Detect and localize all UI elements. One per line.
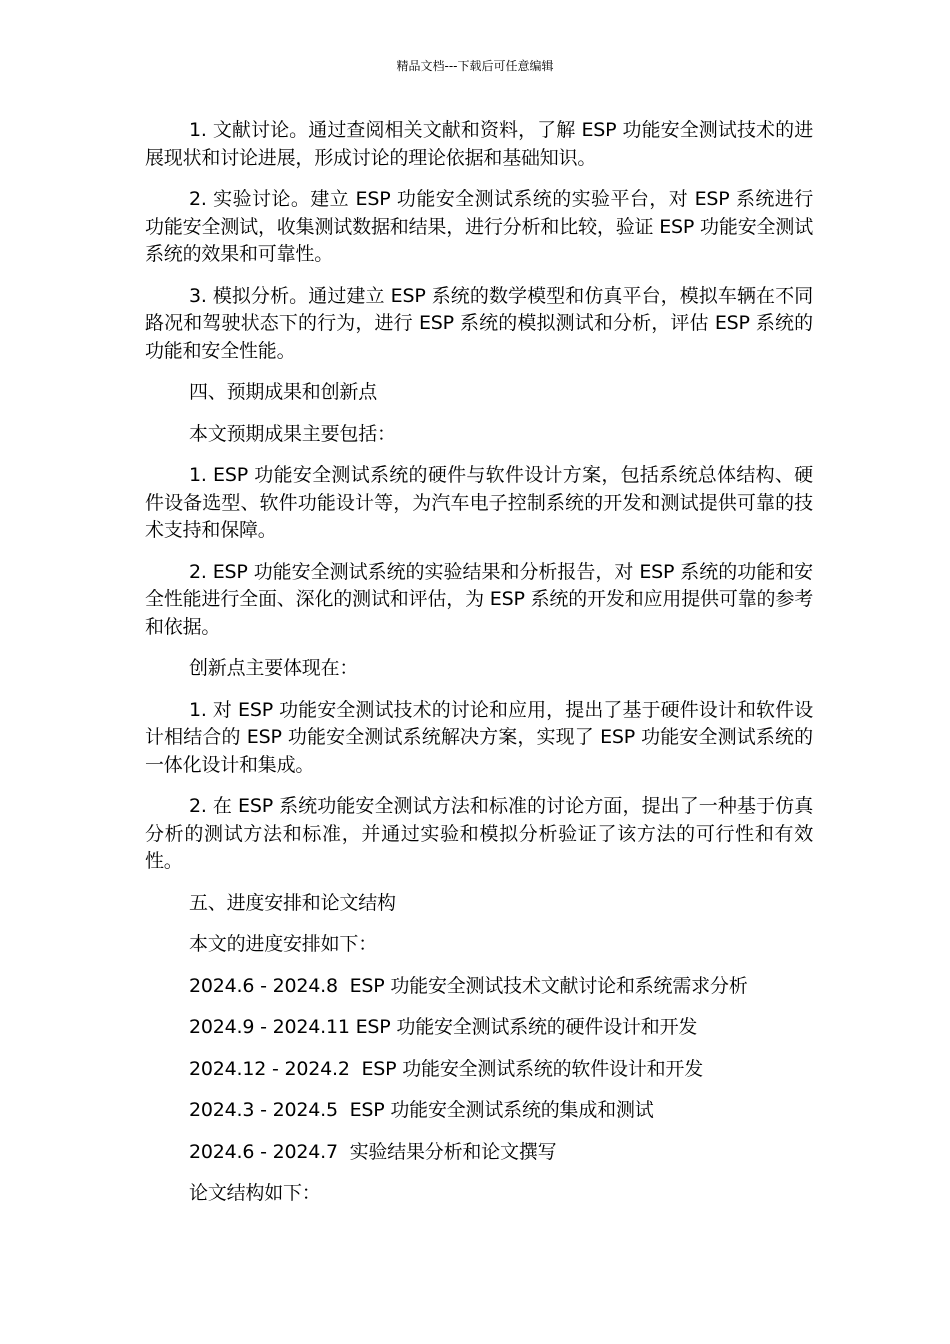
paragraph-schedule-intro: 本文的进度安排如下： <box>189 933 378 955</box>
paragraph-innovation-intro: 创新点主要体现在： <box>189 657 359 679</box>
paragraph-result-2: 2. ESP 功能安全测试系统的实验结果和分析报告，对 ESP 系统的功能和安全性能进行全面、深化的测试和评估，为 ESP 系统的开发和应用提供可靠的参考和依据。 <box>145 560 813 638</box>
paragraph-result-1: 1. ESP 功能安全测试系统的硬件与软件设计方案，包括系统总体结构、硬件设备选型、软件功能设计等，为汽车电子控制系统的开发和测试提供可靠的技术支持和保障。 <box>145 464 813 541</box>
paragraph-innovation-1: 1. 对 ESP 功能安全测试技术的讨论和应用，提出了基于硬件设计和软件设计相结合的 ESP 功能安全测试系统解决方案，实现了 ESP 功能安全测试系统的一体化设计和集成。 <box>145 698 813 776</box>
schedule-item: 2024.3 - 2024.5 ESP 功能安全测试系统的集成和测试 <box>189 1099 654 1121</box>
schedule-item: 2024.9 - 2024.11 ESP 功能安全测试系统的硬件设计和开发 <box>189 1016 698 1038</box>
section-heading-expected-results: 四、预期成果和创新点 <box>189 381 378 403</box>
schedule-item: 2024.12 - 2024.2 ESP 功能安全测试系统的软件设计和开发 <box>189 1057 704 1080</box>
paragraph-experimental-research: 2. 实验讨论。建立 ESP 功能安全测试系统的实验平台，对 ESP 系统进行功能安全测试，收集测试数据和结果，进行分析和比较，验证 ESP 功能安全测试系统的效果和可靠性。 <box>145 188 813 265</box>
document-body <box>145 117 813 1222</box>
paragraph-literature-research: 1. 文献讨论。通过查阅相关文献和资料，了解 ESP 功能安全测试技术的进展现状和讨论进展，形成讨论的理论依据和基础知识。 <box>145 119 813 169</box>
schedule-item: 2024.6 - 2024.7 实验结果分析和论文撰写 <box>189 1140 557 1163</box>
paragraph-thesis-structure: 论文结构如下： <box>189 1182 321 1204</box>
page-header: 精品文档---下载后可任意编辑 <box>396 59 554 73</box>
paragraph-innovation-2: 2. 在 ESP 系统功能安全测试方法和标准的讨论方面，提出了一种基于仿真分析的测试方法和标准，并通过实验和模拟分析验证了该方法的可行性和有效性。 <box>145 795 813 872</box>
section-heading-schedule: 五、进度安排和论文结构 <box>189 891 396 914</box>
paragraph-results-intro: 本文预期成果主要包括： <box>189 422 396 445</box>
schedule-item: 2024.6 - 2024.8 ESP 功能安全测试技术文献讨论和系统需求分析 <box>189 974 748 997</box>
paragraph-simulation-analysis: 3. 模拟分析。通过建立 ESP 系统的数学模型和仿真平台，模拟车辆在不同路况和驾驶状态下的行为，进行 ESP 系统的模拟测试和分析，评估 ESP 系统的功能和安全性能。 <box>145 284 813 362</box>
